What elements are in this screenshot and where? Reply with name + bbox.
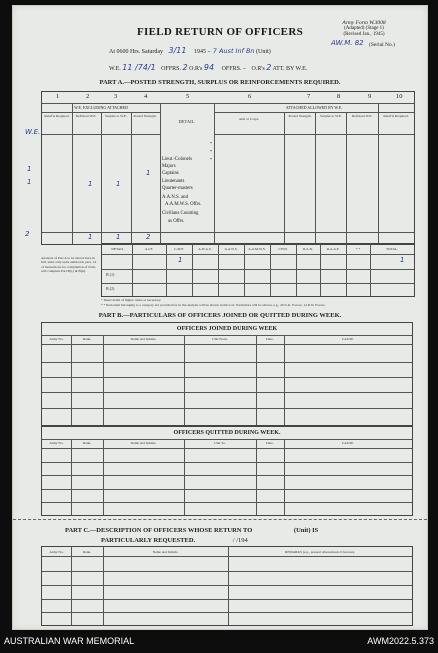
joined-table <box>41 322 413 426</box>
analysis-head: R.A.N. <box>302 247 313 251</box>
joined-head: Army No. <box>49 337 64 341</box>
margin-hand-mark: 1 <box>27 165 32 173</box>
form-title: FIELD RETURN OF OFFICERS <box>136 26 303 38</box>
analysis-head: A.A.M.W.S. <box>248 247 266 251</box>
unit-label: (Unit) <box>256 49 271 55</box>
hand-mark: 1 <box>88 180 93 188</box>
analysis-head: * * <box>355 247 361 251</box>
joined-head: CAUSE. <box>341 337 355 341</box>
form-revised: (Revised Jan., 1945) <box>343 32 385 37</box>
we-handwritten: 11 /74/1 <box>122 63 156 72</box>
analysis-note: Analysis of Part A to be shown here in full, units only units entitled in para. 14 of instructions for compilation of form, will complete Part B(1) & B(ii). <box>41 256 97 274</box>
col-head-surplus: Surplus to W.E. <box>105 114 127 118</box>
analysis-row-label: B (2) <box>106 286 115 291</box>
quitted-head: Army No. <box>49 441 64 445</box>
col-number: 5 <box>186 93 190 100</box>
we-label: W.E. <box>109 66 121 72</box>
part-a-grid <box>41 91 415 245</box>
quitted-table <box>41 426 413 516</box>
col-head-surplus-att: Surplus to W.E. <box>320 114 342 118</box>
quitted-head: Date. <box>266 441 274 445</box>
rank-list <box>162 156 214 225</box>
serial-handwritten: AW.M. 82 <box>331 39 364 47</box>
rank-item: Civilians Counting <box>162 211 199 217</box>
offrs-handwritten: 2 <box>182 63 188 72</box>
serial-label: (Serial No.) <box>369 42 395 48</box>
rank-item: Captains <box>162 171 179 177</box>
quitted-head: Rank. <box>82 441 92 445</box>
form-sheet <box>12 5 428 630</box>
tear-line <box>13 519 427 520</box>
col-numbers <box>42 93 414 103</box>
star-markers: * * * <box>210 141 212 162</box>
analysis-row-label: B (1) <box>106 272 115 277</box>
analysis-head: CIVIL <box>278 247 288 251</box>
col-number: 9 <box>368 93 372 100</box>
col-number: 3 <box>114 93 118 100</box>
rank-item: Quarter-masters <box>162 185 193 191</box>
we-line <box>109 63 419 72</box>
col-number: 10 <box>396 93 403 100</box>
footer-left: AUSTRALIAN WAR MEMORIAL <box>4 636 135 646</box>
col-head-deficient: Deficient W.E. <box>75 114 97 118</box>
hand-mark: 1 <box>116 233 121 241</box>
analysis-head: A.I.F. <box>145 247 153 251</box>
col-number: 2 <box>86 93 90 100</box>
margin-handwritten-we: W.E. <box>25 128 41 136</box>
analysis-head: A.W.A.S. <box>198 247 212 251</box>
col-head-reinf-att: Reinf'ts Required. <box>383 114 409 118</box>
date-handwritten: 3/11 <box>168 46 187 55</box>
at-label: At 0600 Hrs. Saturday <box>109 49 163 55</box>
note-2: * * Personnel belonging to a category not provided for in the analysis will be shown in this Col. Particulars will be shown, e.g., 20 U.K. Forces; 14 R.N. Forces. <box>101 303 326 307</box>
quitted-head: CAUSE. <box>341 441 355 445</box>
part-c-title-text: PART C.—DESCRIPTION OF OFFICERS WHOSE RETURN TO <box>65 527 253 534</box>
analysis-head: C.M.F. <box>174 247 184 251</box>
analysis-grid <box>101 243 415 297</box>
analysis-head: TOTAL. <box>385 247 398 251</box>
joined-head: Name and Initials. <box>130 337 157 341</box>
part-c-head: Name and Initials. <box>152 550 179 554</box>
quitted-head: Name and Initials. <box>130 441 157 445</box>
rank-item: A.A.N.S. and <box>162 195 188 201</box>
part-c-head: Rank. <box>82 550 92 554</box>
quitted-title: OFFICERS QUITTED DURING WEEK. <box>173 430 281 436</box>
hand-mark: 1 <box>400 256 405 264</box>
analysis-head: DETAIL. <box>111 247 125 251</box>
part-c-table <box>41 546 413 626</box>
part-c-unit-is: (Unit) IS <box>293 527 319 534</box>
hand-mark: 1 <box>88 233 93 241</box>
unit-handwritten: – 7 Aust Inf Bn <box>207 47 255 55</box>
part-b-title: PART B.—PARTICULARS OF OFFICERS JOINED OR QUITTED DURING WEEK. <box>98 312 342 319</box>
col-number: 4 <box>144 93 148 100</box>
margin-hand-mark: 1 <box>27 178 32 186</box>
hand-mark: 1 <box>178 256 183 264</box>
col-head-posted-att: Posted Strength. <box>288 114 312 118</box>
col-number: 7 <box>307 93 311 100</box>
att-label: ATT. BY W.E. <box>272 66 308 72</box>
year: 1945 <box>193 49 206 55</box>
ors2-label: O.R's <box>251 66 265 72</box>
rank-item: as Offrs. <box>168 218 185 224</box>
part-c-title <box>65 527 405 534</box>
note-1: * Insert detail of higher ranks as necessary. <box>101 298 162 302</box>
part-a-title: PART A.—POSTED STRENGTH, SURPLUS OR REINFORCEMENTS REQUIRED. <box>99 79 341 86</box>
col-number: 8 <box>337 93 341 100</box>
rank-item: A.A.M.W.S. Offrs. <box>165 202 202 208</box>
analysis-head: R.A.A.F. <box>326 247 340 251</box>
col-head-detail: DETAIL. <box>178 119 196 124</box>
rank-item: Majors <box>162 164 176 170</box>
quitted-head: Unit To. <box>214 441 226 445</box>
col-head-deficient-att: Deficient W.E. <box>351 114 373 118</box>
hand-mark: 1 <box>146 169 151 177</box>
joined-head: Rank. <box>82 337 92 341</box>
col-number: 6 <box>248 93 252 100</box>
rank-item: Lieutenants <box>162 178 185 184</box>
ors-handwritten: 94 <box>203 63 215 72</box>
col-head-reinf: Reinf'ts Required. <box>44 114 70 118</box>
col-number: 1 <box>56 93 60 100</box>
hand-mark: 1 <box>116 180 121 188</box>
part-c-head: Army No. <box>49 550 64 554</box>
offrs-label: OFFRS. <box>161 66 182 72</box>
ors2-handwritten: 2 <box>266 63 272 72</box>
hand-mark: 2 <box>146 233 151 241</box>
margin-hand-mark: 2 <box>25 230 30 238</box>
joined-head: Date. <box>266 337 274 341</box>
col-head-arm: Arm or Corps. <box>238 117 260 121</box>
offrs2-label: OFFRS. – <box>221 66 246 72</box>
form-number: Army Form W.3008 <box>342 20 386 26</box>
col-head-posted: Posted Strength. <box>133 114 157 118</box>
footer-right: AWM2022.5.373 <box>367 636 434 646</box>
part-c-date: / /194 <box>232 537 248 544</box>
we-excluding-header: W.E. EXCLUDING ATTACHED <box>74 105 128 110</box>
attached-allowed-header: ATTACHED ALLOWED BY W.E. <box>285 105 343 110</box>
part-c-particularly: PARTICULARLY REQUESTED. <box>101 537 196 544</box>
part-c-subtitle <box>101 537 401 544</box>
part-c-head: REMARKS (e.g., present whereabouts if known). <box>285 550 355 554</box>
joined-head: Unit From. <box>212 337 228 341</box>
joined-title: OFFICERS JOINED DURING WEEK <box>176 326 278 332</box>
analysis-head: A.A.N.S. <box>224 247 238 251</box>
rank-item: Lieut.-Colonels <box>162 157 192 162</box>
form-adapted: (Adapted) (Stage 1) <box>344 26 384 31</box>
ors-label: O.R's <box>189 66 203 72</box>
